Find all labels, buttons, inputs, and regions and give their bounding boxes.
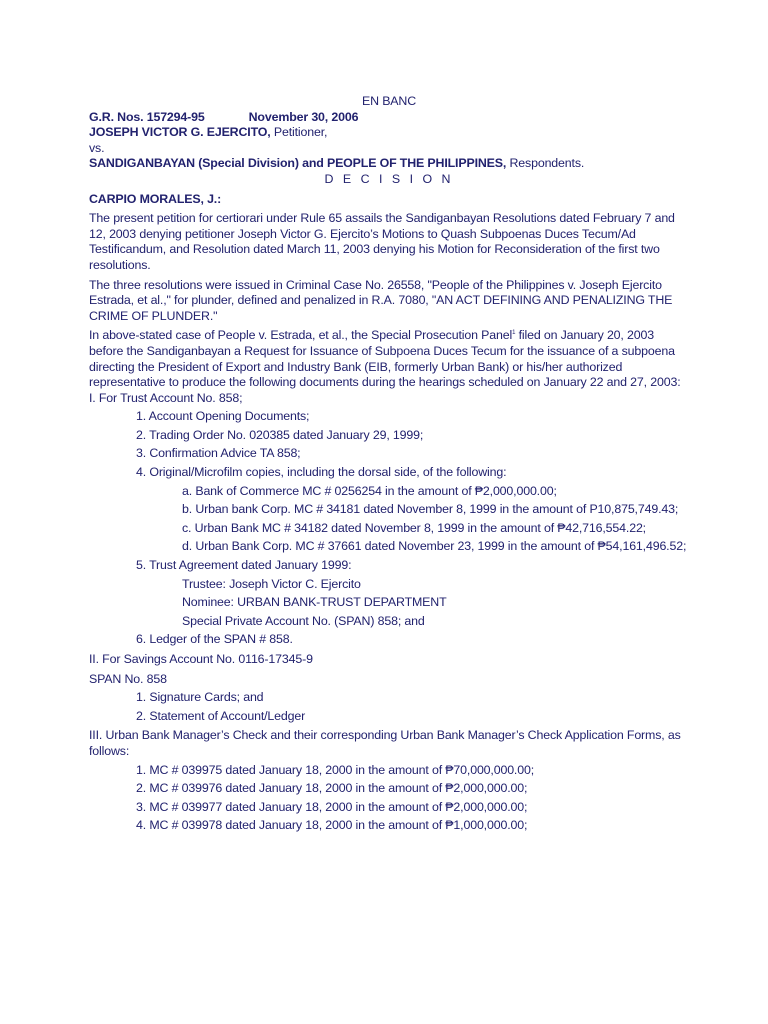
list-item: 3. MC # 039977 dated January 18, 2000 in the amount of ₱2,000,000.00; [136, 799, 528, 814]
list-item: 5. Trust Agreement dated January 1999: [136, 558, 352, 573]
petitioner-line [89, 125, 689, 141]
paragraph-2: The three resolutions were issued in Criminal Case No. 26558, "People of the Philippines v. Joseph Ejercito Estrada, et al.," for plunder, defined and penalized in R.A. 7080, "AN ACT DEFINING AND PENALIZING THE CRIME OF PLUNDER." [89, 277, 673, 323]
paragraph-3-part-2: filed on January 20, 2003 before the Sandiganbayan a Request for Issuance of Subpoena Duces Tecum for the issuance of a subpoena directing the President of Export and Industry Bank (EIB, formerly Urban Bank) or his/her authorized representative to produce the following documents during the hearings scheduled on January 22 and 27, 2003: [89, 328, 681, 390]
sub-item: Trustee: Joseph Victor C. Ejercito [182, 576, 361, 591]
sub-item: c. Urban Bank MC # 34182 dated November 8, 1999 in the amount of ₱42,716,554.22; [182, 520, 646, 535]
paragraph-1: The present petition for certiorari under Rule 65 assails the Sandiganbayan Resolutions dated February 7 and 12, 2003 denying petitioner Joseph Victor G. Ejercito’s Motions to Quash Subpoenas Duces Tecum/Ad Testificandum, and Resolution dated March 11, 2003 denying his Motion for Reconsideration of the first two resolutions. [89, 211, 675, 272]
court-division: EN BANC [361, 94, 417, 108]
case-date: November 30, 2006 [248, 109, 359, 124]
paragraph-3-part-1: In above-stated case of People v. Estrada, et al., the Special Prosecution Panel [89, 328, 513, 343]
petitioner-role: Petitioner, [273, 125, 328, 140]
list-item: 1. MC # 039975 dated January 18, 2000 in the amount of ₱70,000,000.00; [136, 762, 535, 777]
sub-item: Nominee: URBAN BANK-TRUST DEPARTMENT [182, 595, 447, 610]
section-3-title: III. Urban Bank Manager’s Check and their corresponding Urban Bank Manager’s Check Application Forms, as follows: [89, 728, 681, 758]
sub-item: d. Urban Bank Corp. MC # 37661 dated November 23, 1999 in the amount of ₱54,161,496.52; [182, 539, 687, 554]
section-2-subtitle: SPAN No. 858 [89, 671, 167, 686]
respondent-role: Respondents. [509, 156, 585, 171]
list-item: 2. MC # 039976 dated January 18, 2000 in the amount of ₱2,000,000.00; [136, 781, 528, 796]
decision-heading: D E C I S I O N [324, 171, 454, 186]
sub-item: a. Bank of Commerce MC # 0256254 in the amount of ₱2,000,000.00; [182, 483, 557, 498]
footnote-ref[interactable]: 1 [512, 330, 516, 337]
respondent-line [89, 156, 689, 172]
case-number: G.R. Nos. 157294-95 [89, 109, 205, 124]
list-item: 1. Account Opening Documents; [136, 409, 310, 424]
respondent-name: SANDIGANBAYAN (Special Division) and PEOPLE OF THE PHILIPPINES, [89, 156, 507, 171]
section-2-title: II. For Savings Account No. 0116-17345-9 [89, 652, 313, 666]
list-item: 3. Confirmation Advice TA 858; [136, 446, 301, 461]
list-item: 2. Trading Order No. 020385 dated January 29, 1999; [136, 427, 424, 442]
sub-item: Special Private Account No. (SPAN) 858; and [182, 613, 425, 628]
list-item: 4. MC # 039978 dated January 18, 2000 in the amount of ₱1,000,000.00; [136, 818, 528, 833]
section-1-title: I. For Trust Account No. 858; [89, 390, 243, 405]
paragraph-3 [89, 328, 689, 390]
ponente: CARPIO MORALES, J.: [89, 191, 222, 206]
versus: vs. [89, 140, 105, 155]
sub-item: b. Urban bank Corp. MC # 34181 dated November 8, 1999 in the amount of P10,875,749.43; [182, 502, 679, 517]
case-line [89, 110, 689, 126]
decision-document [89, 94, 689, 834]
list-item: 6. Ledger of the SPAN # 858. [136, 632, 293, 647]
petitioner-name: JOSEPH VICTOR G. EJERCITO, [89, 125, 271, 140]
list-item: 4. Original/Microfilm copies, including the dorsal side, of the following: [136, 465, 507, 480]
list-item: 1. Signature Cards; and [136, 690, 264, 705]
list-item: 2. Statement of Account/Ledger [136, 708, 306, 723]
